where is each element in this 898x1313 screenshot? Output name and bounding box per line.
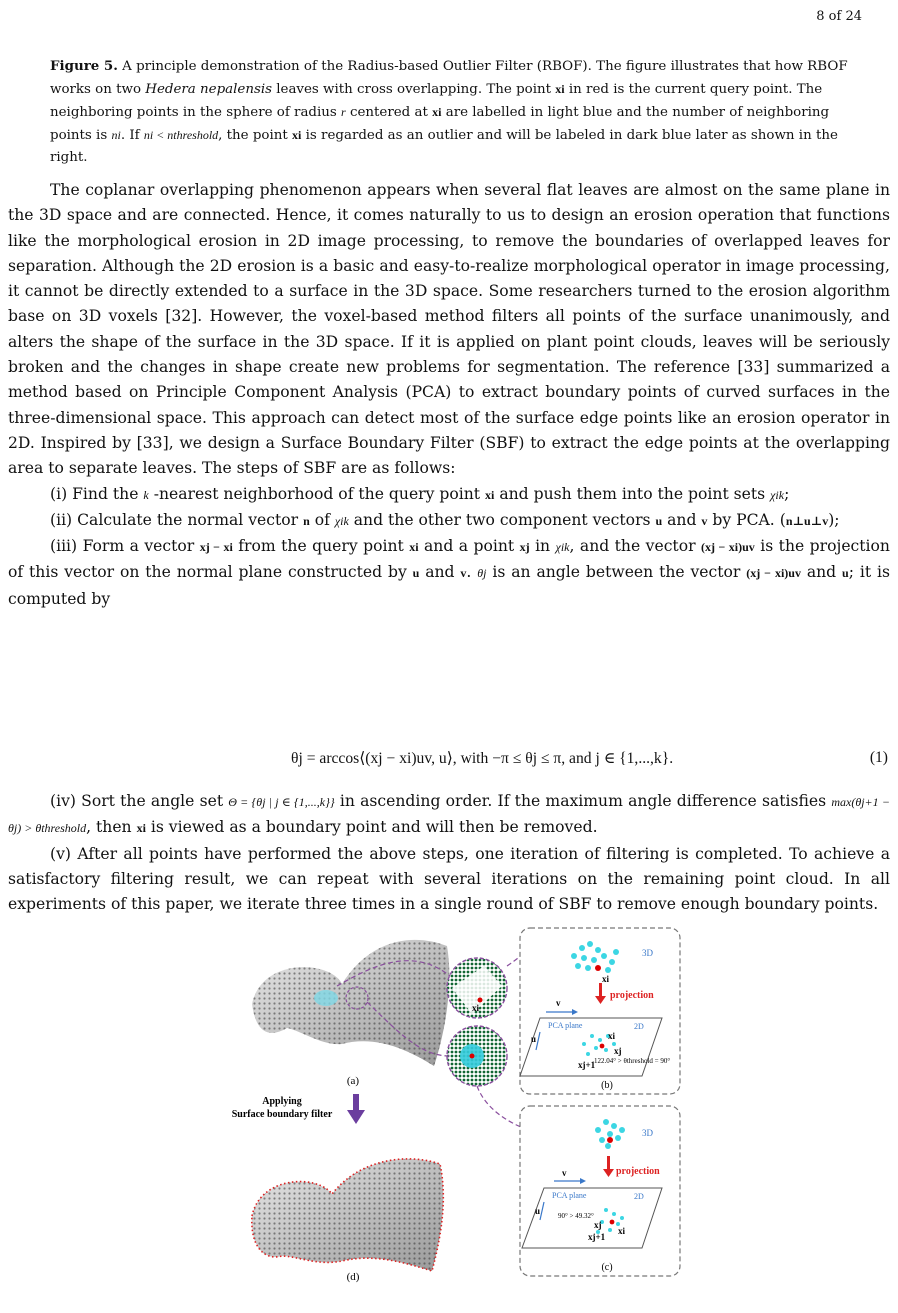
caption-label: Figure 5. xyxy=(50,58,118,74)
b-angle: 122.04° > θthreshold = 90° xyxy=(594,1057,671,1065)
figure-caption: Figure 5. A principle demonstration of the Radius-based Outlier Filter (RBOF). The figure illustrates that how RBOF works on two Hedera nepalensis leaves with cross overlapping. The point xi in red is the current query point. The neighboring points in the sphere of radius r centered at xi are labelled in light blue and the number of neighboring points is ni. If ni < nthreshold, the point xi is regarded as an outlier and will be labeled in dark blue later as shown in the right. xyxy=(50,58,848,165)
c-xj: xj xyxy=(594,1220,602,1230)
c-label-3d: 3D xyxy=(642,1128,653,1138)
label-d: (d) xyxy=(346,1271,360,1283)
b-xi-2d: xi xyxy=(608,1031,616,1041)
zoom-top-xi: xi xyxy=(472,1003,480,1013)
equation-1 xyxy=(8,749,890,775)
step-4: (iv) Sort the angle set Θ = {θj | j ∈ {1,...,k}} in ascending order. If the maximum angle difference satisfies max(θj+1 − θj) > θthreshold, then xi is viewed as a boundary point and will then be removed. xyxy=(8,792,890,837)
equation-number: (1) xyxy=(869,749,888,766)
c-projection: projection xyxy=(616,1166,660,1177)
c-xj1: xj+1 xyxy=(588,1232,606,1242)
c-label-2d: 2D xyxy=(634,1192,644,1201)
arrow-text-2: Surface boundary filter xyxy=(231,1109,333,1120)
apply-arrow xyxy=(347,1094,365,1124)
body-text-lower xyxy=(8,789,890,917)
label-c: (c) xyxy=(601,1262,613,1273)
b-vec-v: v xyxy=(556,998,561,1008)
c-angle: 90° > 49.32° xyxy=(558,1212,594,1220)
b-label-2d: 2D xyxy=(634,1022,644,1031)
panel-c xyxy=(520,1106,680,1276)
b-label-3d: 3D xyxy=(642,948,653,958)
label-a: (a) xyxy=(346,1075,360,1087)
step-2: (ii) Calculate the normal vector n of χik and the other two component vectors u and v by PCA. (n⊥u⊥v); xyxy=(50,510,840,529)
step-1: (i) Find the k -nearest neighborhood of the query point xi and push them into the point sets χik; xyxy=(50,484,790,503)
zoom-circle-top xyxy=(447,958,507,1018)
panel-b xyxy=(520,928,680,1094)
b-projection: projection xyxy=(610,990,654,1001)
leaf-before-filter xyxy=(252,940,449,1066)
equation-body: θj = arccos⟨(xj − xi)uv, u⟩, with −π ≤ θj ≤ π, and j ∈ {1,...,k}. xyxy=(291,750,674,767)
c-xi: xi xyxy=(618,1226,626,1236)
arrow-text-1: Applying xyxy=(262,1096,302,1107)
step-5: (v) After all points have performed the above steps, one iteration of filtering is completed. To achieve a satisfactory filtering result, we can repeat with several iterations on the remaining point cloud. In all experiments of this paper, we iterate three times in a single round of SBF to remove enough boundary points. xyxy=(8,844,890,914)
leaf-after-filter xyxy=(252,1159,444,1271)
step-3: (iii) Form a vector xj − xi from the query point xi and a point xj in χik, and the vector (xj − xi)uv is the projection of this vector on the normal plane constructed by u and v. θj is an angle between the vector (xj − xi)uv and u; it is computed by xyxy=(8,537,890,608)
b-xj: xj xyxy=(614,1046,622,1056)
c-vec-v: v xyxy=(562,1168,567,1178)
label-b: (b) xyxy=(601,1080,613,1091)
b-vec-u: u xyxy=(531,1034,537,1044)
species-name: Hedera nepalensis xyxy=(145,82,272,97)
b-pca-plane: PCA plane xyxy=(548,1021,583,1030)
body-text-upper xyxy=(8,178,890,612)
sbf-figure-svg xyxy=(222,926,684,1288)
zoom-circle-bottom xyxy=(447,1026,507,1086)
b-xj1: xj+1 xyxy=(578,1060,596,1070)
paragraph-sbf-intro: The coplanar overlapping phenomenon appears when several flat leaves are almost on the same plane in the 3D space and are connected. Hence, it comes naturally to us to design an erosion operation that functions like the morphological erosion in 2D image processing, to remove the boundaries of overlapped leaves for separation. Although the 2D erosion is a basic and easy-to-realize morphological operator in image processing, it cannot be directly extended to a surface in the 3D space. Some researchers turned to the erosion algorithm base on 3D voxels [32]. However, the voxel-based method filters all points of the surface unanimously, and alters the shape of the surface in the 3D space. If it is applied on plant point clouds, leaves will be seriously broken and the changes in shape create new problems for segmentation. The reference [33] summarized a method based on Principle Component Analysis (PCA) to extract boundary points of curved surfaces in the three-dimensional space. This approach can detect most of the surface edge points like an erosion operator in 2D. Inspired by [33], we design a Surface Boundary Filter (SBF) to extract the edge points at the overlapping area to separate leaves. The steps of SBF are as follows: xyxy=(8,181,890,478)
figure-6-sbf xyxy=(222,926,684,1288)
page-number: 8 of 24 xyxy=(816,9,862,24)
b-xi: xi xyxy=(602,974,610,984)
c-vec-u: u xyxy=(535,1206,541,1216)
c-pca-plane: PCA plane xyxy=(552,1191,587,1200)
